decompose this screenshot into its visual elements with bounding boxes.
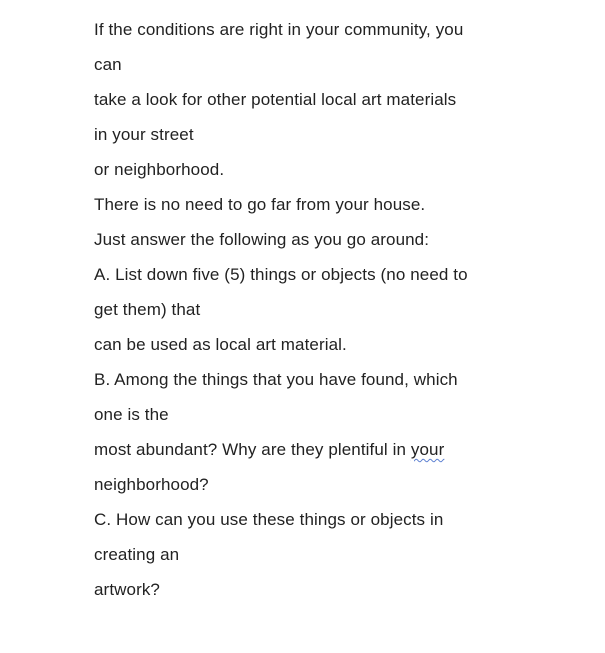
spellcheck-flagged-word[interactable]: your (410, 440, 445, 459)
text-line: in your street (94, 125, 194, 144)
text-line: neighborhood? (94, 475, 209, 494)
text-line: take a look for other potential local art materials (94, 90, 457, 109)
text-line: or neighborhood. (94, 160, 225, 179)
text-line: If the conditions are right in your community, you (94, 20, 464, 39)
text-line-with-spellcheck (94, 432, 594, 467)
text-line: artwork? (94, 580, 160, 599)
text-line: creating an (94, 545, 180, 564)
text-line: can be used as local art material. (94, 335, 347, 354)
text-line: get them) that (94, 300, 201, 319)
text-line: A. List down five (5) things or objects (no need to (94, 265, 468, 284)
text-line-segment: most abundant? Why are they plentiful in (94, 440, 411, 459)
text-line: can (94, 55, 122, 74)
text-line: There is no need to go far from your house. (94, 195, 426, 214)
text-line: C. How can you use these things or objects in (94, 510, 444, 529)
text-line: Just answer the following as you go around: (94, 230, 430, 249)
text-line: B. Among the things that you have found, which (94, 370, 458, 389)
document-body (94, 12, 594, 607)
text-line: one is the (94, 405, 169, 424)
